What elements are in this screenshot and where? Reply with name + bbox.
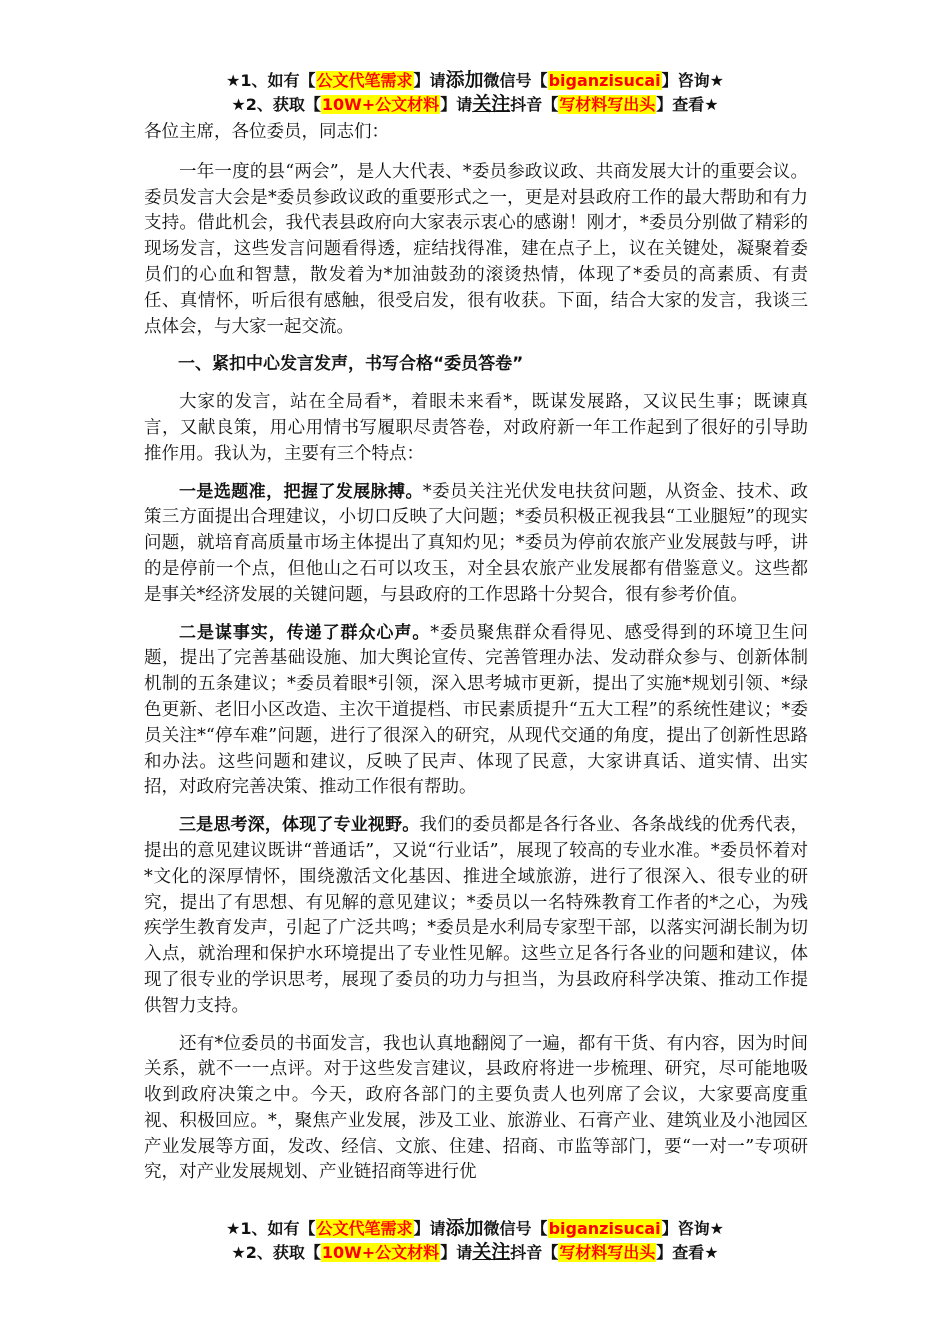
point-lead: 一是选题准，把握了发展脉搏。 [179, 481, 423, 502]
paragraph: 二是谋事实，传递了群众心声。*委员聚焦群众看得见、感受得到的环境卫生问题，提出了完善基础设施、加大舆论宣传、完善管理办法、发动群众参与、创新体制机制的五条建议；*委员着眼*引领，深入思考城市更新，提出了实施*规划引领、*绿色更新、老旧小区改造、主次干道提档、市民素质提升“五大工程”的系统性建议；*委员关注*“停车难”问题，进行了很深入的研究，从现代交通的角度，提出了创新性思路和办法。这些问题和建议，反映了民声、体现了民意，大家讲真话、道实情、出实招，对政府完善决策、推动工作很有帮助。 [144, 622, 809, 798]
promo-banner-bottom [0, 1216, 950, 1264]
promo-wechat-id: biganzisucai [548, 71, 661, 90]
promo-line-2: ★2、获取【10W+公文材料】请关注抖音【写材料写出头】查看★ [231, 93, 719, 115]
promo-banner-top [0, 68, 950, 116]
paragraph: 三是思考深，体现了专业视野。我们的委员都是各行各业、各条战线的优秀代表，提出的意见建议既讲“普通话”，又说“行业话”，展现了较高的专业水准。*委员怀着对*文化的深厚情怀，围绕激活文化基因、推进全域旅游，进行了很深入、很专业的研究，提出了有思想、有见解的意见建议；*委员以一名特殊教育工作者的*之心，为残疾学生教育发声，引起了广泛共鸣；*委员是水利局专家型干部，以落实河湖长制为切入点，就治理和保护水环境提出了专业性见解。这些立足各行各业的问题和建议，体现了很专业的学识思考，展现了委员的功力与担当，为县政府科学决策、推动工作提供智力支持。 [144, 815, 809, 1016]
promo-douyin-id: 写材料写出头 [559, 95, 656, 114]
promo-highlight: 10W+公文材料 [321, 1243, 440, 1262]
paragraph: 还有*位委员的书面发言，我也认真地翻阅了一遍，都有干货、有内容，因为时间关系，就不一一点评。对于这些发言建议，县政府将进一步梳理、研究，尽可能地吸收到政府决策之中。今天，政府各部门的主要负责人也列席了会议，大家要高度重视、积极回应。*，聚焦产业发展，涉及工业、旅游业、石膏产业、建筑业及小池园区产业发展等方面，发改、经信、文旅、住建、招商、市监等部门，要“一对一”专项研究，对产业发展规划、产业链招商等进行优 [144, 1033, 808, 1183]
point-lead: 三是思考深，体现了专业视野。 [179, 815, 420, 836]
promo-line-1: ★1、如有【公文代笔需求】请添加微信号【biganzisucai】咨询★ [226, 1217, 724, 1239]
point-lead: 二是谋事实，传递了群众心声。 [179, 622, 431, 643]
promo-highlight: 10W+公文材料 [321, 95, 440, 114]
salutation: 各位主席，各位委员，同志们： [144, 122, 389, 142]
promo-line-2: ★2、获取【10W+公文材料】请关注抖音【写材料写出头】查看★ [231, 1241, 719, 1263]
document-body [144, 120, 809, 1183]
paragraph: 一年一度的县“两会”，是人大代表、*委员参政议政、共商发展大计的重要会议。委员发言大会是*委员参政议政的重要形式之一，更是对县政府工作的最大帮助和有力支持。借此机会，我代表县政府向大家表示衷心的感谢！刚才，*委员分别做了精彩的现场发言，这些发言问题看得透，症结找得准，建在点子上，议在关键处，凝聚着委员们的心血和智慧，散发着为*加油鼓劲的滚烫热情，体现了*委员的高素质、有责任、真情怀，听后很有感触，很受启发，很有收获。下面，结合大家的发言，我谈三点体会，与大家一起交流。 [144, 161, 808, 337]
promo-highlight: 公文代笔需求 [316, 1219, 413, 1238]
promo-line-1: ★1、如有【公文代笔需求】请添加微信号【biganzisucai】咨询★ [226, 69, 724, 91]
promo-douyin-id: 写材料写出头 [559, 1243, 656, 1262]
section-heading: 一、紧扣中心发言发声，书写合格“委员答卷” [178, 354, 524, 375]
promo-wechat-id: biganzisucai [548, 1219, 661, 1238]
paragraph: 大家的发言，站在全局看*，着眼未来看*，既谋发展路，又议民生事；既谏真言，又献良策，用心用情书写履职尽责答卷，对政府新一年工作起到了很好的引导助推作用。我认为，主要有三个特点： [144, 392, 808, 464]
promo-highlight: 公文代笔需求 [316, 71, 413, 90]
paragraph: 一是选题准，把握了发展脉搏。*委员关注光伏发电扶贫问题，从资金、技术、政策三方面提出合理建议，小切口反映了大问题；*委员积极正视我县“工业腿短”的现实问题，就培育高质量市场主体提出了真知灼见；*委员为停前农旅产业发展鼓与呼，讲的是停前一个点，但他山之石可以攻玉，对全县农旅产业发展都有借鉴意义。这些都是事关*经济发展的关键问题，与县政府的工作思路十分契合，很有参考价值。 [144, 481, 809, 605]
